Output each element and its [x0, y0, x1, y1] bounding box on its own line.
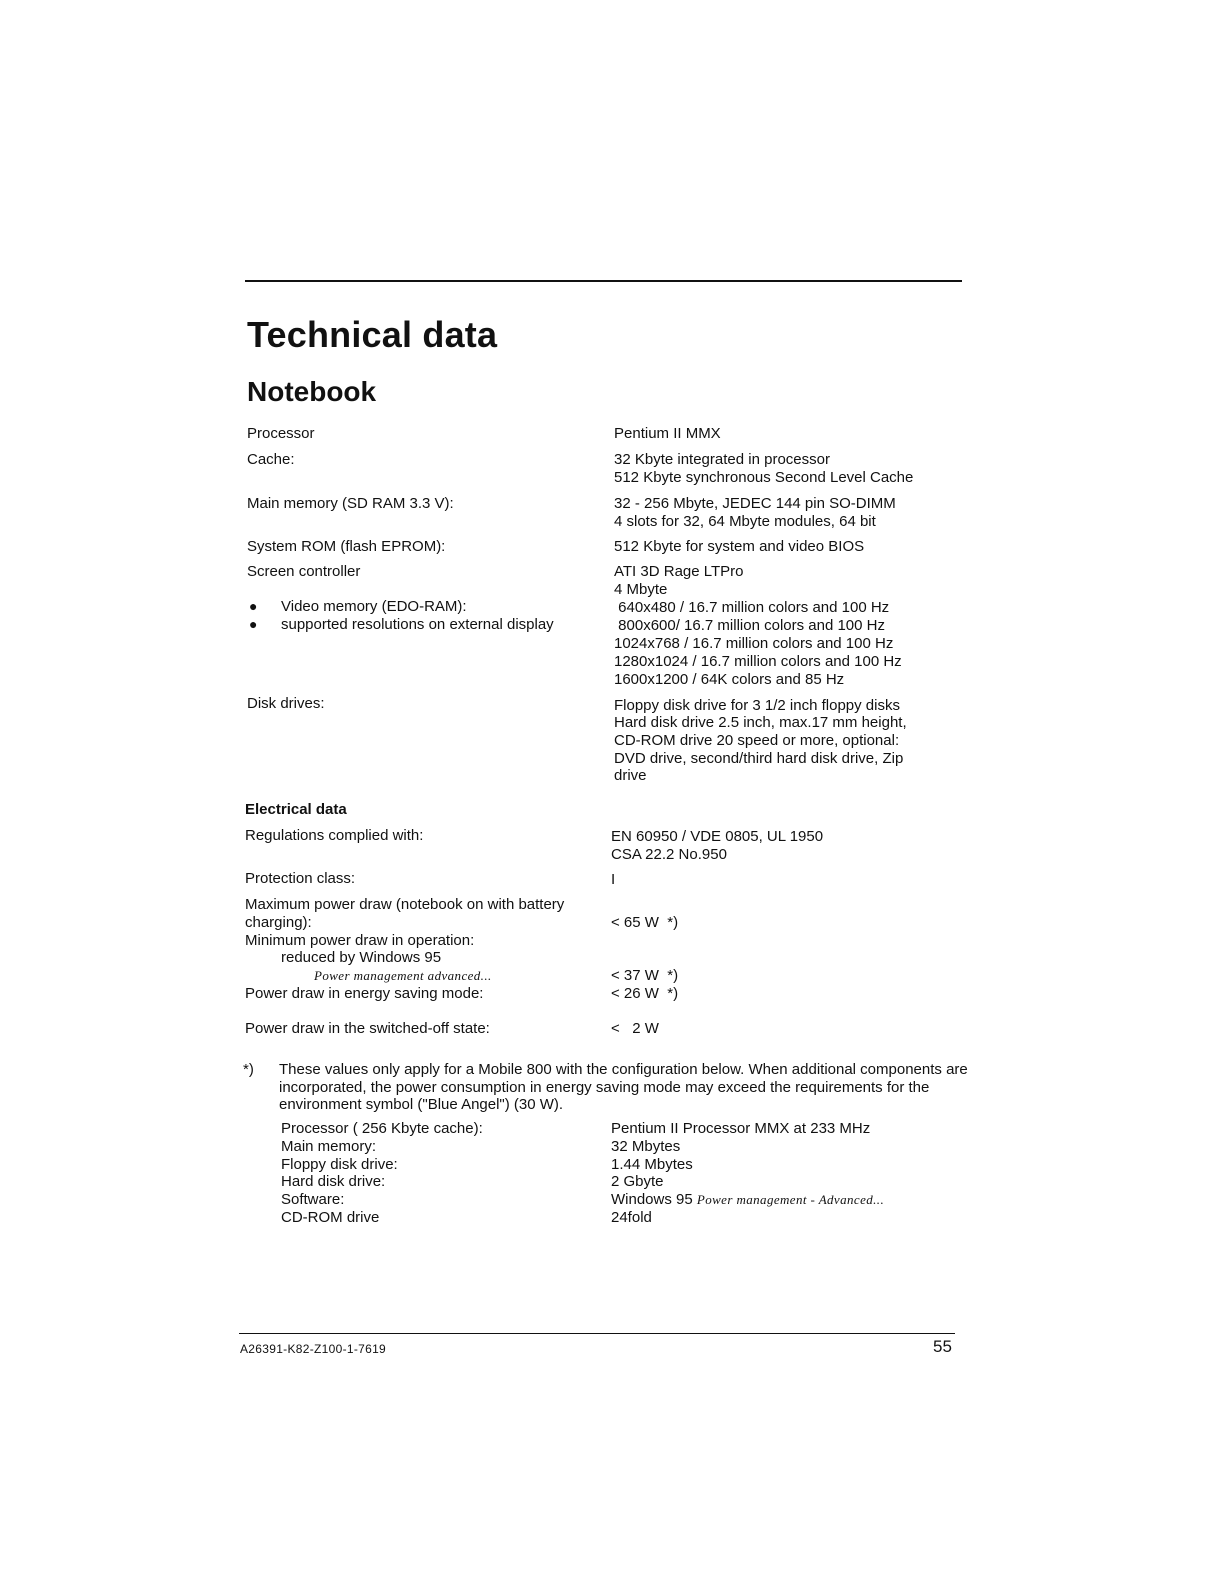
bottom-rule — [239, 1333, 955, 1334]
disk-drives-line: Floppy disk drive for 3 1/2 inch floppy disks — [614, 697, 900, 714]
max-power-label-cont: charging): — [245, 914, 312, 931]
disk-drives-line: CD-ROM drive 20 speed or more, optional: — [614, 732, 900, 749]
cache-label: Cache: — [247, 451, 295, 468]
cache-value-1: 32 Kbyte integrated in processor — [614, 451, 830, 468]
config-value: 24fold — [611, 1209, 652, 1226]
regulations-value-1: EN 60950 / VDE 0805, UL 1950 — [611, 828, 824, 845]
bullet-icon: ● — [249, 598, 258, 614]
energy-saving-value: < 26 W *) — [611, 985, 679, 1002]
config-label: CD-ROM drive — [281, 1209, 380, 1226]
switched-off-value: < 2 W — [611, 1020, 659, 1037]
energy-saving-label: Power draw in energy saving mode: — [245, 985, 484, 1002]
document-id: A26391-K82-Z100-1-7619 — [240, 1342, 387, 1356]
protection-class-value: I — [611, 871, 616, 888]
video-memory-label: Video memory (EDO-RAM): — [281, 598, 467, 615]
rom-label: System ROM (flash EPROM): — [247, 538, 446, 555]
top-rule — [245, 280, 962, 282]
processor-value: Pentium II MMX — [614, 425, 721, 442]
config-value: 1.44 Mbytes — [611, 1156, 693, 1173]
config-label: Processor ( 256 Kbyte cache): — [281, 1120, 483, 1137]
regulations-label: Regulations complied with: — [245, 827, 424, 844]
max-power-value: < 65 W *) — [611, 914, 679, 931]
config-label: Main memory: — [281, 1138, 377, 1155]
disk-drives-line: Hard disk drive 2.5 inch, max.17 mm height, — [614, 714, 907, 731]
memory-value-1: 32 - 256 Mbyte, JEDEC 144 pin SO-DIMM — [614, 495, 896, 512]
page-number: 55 — [933, 1337, 952, 1356]
power-management-value: < 37 W *) — [611, 967, 679, 984]
protection-class-label: Protection class: — [245, 870, 356, 887]
config-label: Hard disk drive: — [281, 1173, 386, 1190]
resolution-line: 800x600/ 16.7 million colors and 100 Hz — [614, 617, 885, 634]
config-value: 32 Mbytes — [611, 1138, 681, 1155]
disk-drives-line: drive — [614, 767, 647, 784]
max-power-label: Maximum power draw (notebook on with battery — [245, 896, 565, 913]
footnote-mark: *) — [243, 1061, 254, 1078]
memory-value-2: 4 slots for 32, 64 Mbyte modules, 64 bit — [614, 513, 876, 530]
section-title-notebook: Notebook — [247, 376, 377, 407]
screen-controller-label: Screen controller — [247, 563, 361, 580]
disk-drives-label: Disk drives: — [247, 695, 325, 712]
resolution-line: 1600x1200 / 64K colors and 85 Hz — [614, 671, 845, 688]
config-value: Pentium II Processor MMX at 233 MHz — [611, 1120, 871, 1137]
min-power-label: Minimum power draw in operation: — [245, 932, 475, 949]
config-label: Software: — [281, 1191, 345, 1208]
footnote-text: These values only apply for a Mobile 800 with the configuration below. When additional components are incorporated, the power consumption in energy saving mode may exceed the requirements for the environment symbol ("Blue Angel") (30 W). — [279, 1061, 968, 1113]
disk-drives-line: DVD drive, second/third hard disk drive, Zip — [614, 750, 904, 767]
switched-off-label: Power draw in the switched-off state: — [245, 1020, 490, 1037]
software-power-management: Power management - Advanced... — [696, 1192, 885, 1207]
software-name: Windows 95 — [611, 1191, 697, 1208]
reduced-by-label: reduced by Windows 95 — [281, 949, 442, 966]
config-value: 2 Gbyte — [611, 1173, 664, 1190]
config-label: Floppy disk drive: — [281, 1156, 398, 1173]
resolution-line: 1280x1024 / 16.7 million colors and 100 Hz — [614, 653, 902, 670]
regulations-value-2: CSA 22.2 No.950 — [611, 846, 727, 863]
memory-label: Main memory (SD RAM 3.3 V): — [247, 495, 454, 512]
resolutions-label: supported resolutions on external display — [281, 616, 554, 633]
electrical-data-heading: Electrical data — [245, 801, 347, 818]
config-value-software — [611, 1191, 884, 1209]
cache-value-2: 512 Kbyte synchronous Second Level Cache — [614, 469, 914, 486]
processor-label: Processor — [247, 425, 315, 442]
power-management-label: Power management advanced... — [314, 968, 492, 983]
video-memory-value: 4 Mbyte — [614, 581, 668, 598]
resolution-line: 640x480 / 16.7 million colors and 100 Hz — [614, 599, 890, 616]
rom-value: 512 Kbyte for system and video BIOS — [614, 538, 865, 555]
resolution-line: 1024x768 / 16.7 million colors and 100 Hz — [614, 635, 894, 652]
screen-controller-value: ATI 3D Rage LTPro — [614, 563, 744, 580]
page-title: Technical data — [247, 314, 498, 355]
bullet-icon: ● — [249, 616, 258, 632]
